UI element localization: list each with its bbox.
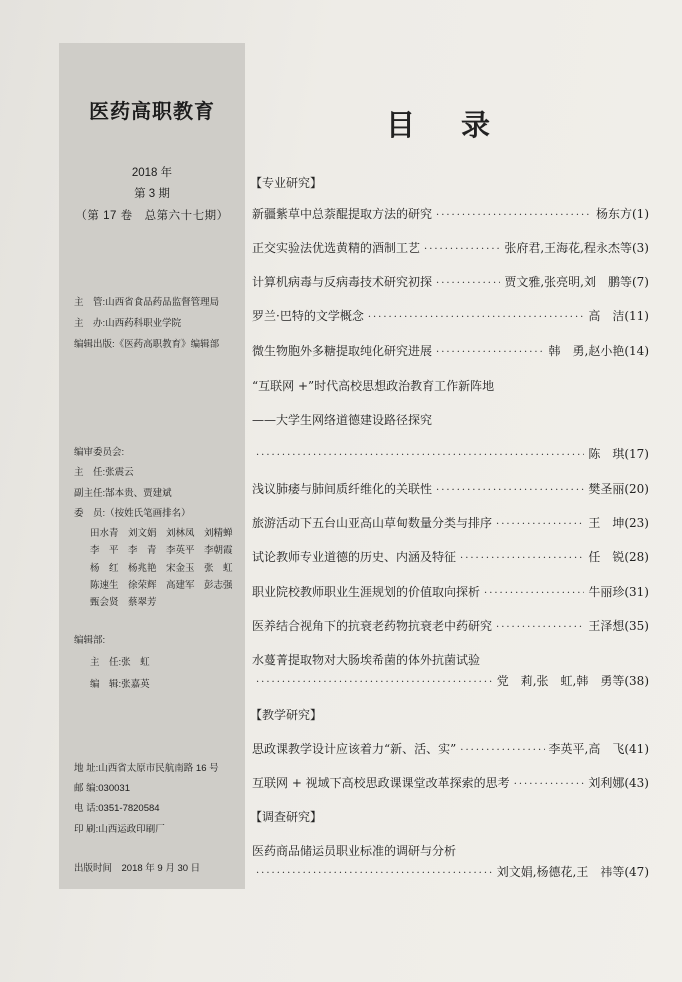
entry-title[interactable]: 医药商品储运员职业标准的调研与分析 [252, 844, 457, 858]
entry-subtitle: ——大学生网络道德建设路径探究 [252, 413, 433, 427]
journal-title: 医药高职教育 [89, 99, 215, 123]
leader-dots [460, 553, 584, 564]
committee-members [90, 525, 240, 611]
leader-dots [436, 278, 500, 289]
entry-title[interactable]: 水蔓菁提取物对大肠埃希菌的体外抗菌试验 [252, 653, 481, 667]
leader-dots [256, 450, 584, 461]
leader-dots [514, 779, 585, 790]
editorial-editor: 编 辑:张嘉英 [90, 679, 150, 690]
leader-dots [496, 622, 584, 633]
entry-title[interactable]: “互联网 +”时代高校思想政治教育工作新阵地 [252, 379, 495, 393]
leader-dots [460, 745, 544, 756]
toc-entry[interactable] [252, 740, 649, 757]
leader-dots [424, 244, 500, 255]
section-teaching: 【教学研究】 [250, 708, 323, 722]
entry-title: 新疆紫草中总萘醌提取方法的研究 [252, 207, 433, 221]
entry-title: 正交实验法优选黄精的酒制工艺 [252, 241, 421, 255]
entry-title: 浅议肺痿与肺间质纤维化的关联性 [252, 482, 433, 496]
entry-authors: 陈 琪(17) [588, 447, 649, 461]
toc-entry[interactable] [252, 307, 649, 324]
toc-entry[interactable] [252, 342, 649, 359]
entry-title: 计算机病毒与反病毒技术研究初探 [252, 275, 433, 289]
section-professional: 【专业研究】 [250, 176, 323, 190]
sponsor-line: 主 管:山西省食品药品监督管理局 [74, 297, 220, 308]
postcode-line: 邮 编:030031 [74, 783, 130, 794]
entry-authors: 党 莉,张 虹,韩 勇等(38) [496, 674, 649, 688]
committee-director: 主 任:张震云 [74, 467, 134, 478]
entry-authors: 任 锐(28) [588, 550, 649, 564]
publisher-line: 编辑出版:《医药高职教育》编辑部 [74, 339, 220, 350]
toc-entry[interactable] [252, 514, 649, 531]
toc-entry[interactable] [252, 239, 649, 256]
section-survey: 【调查研究】 [250, 810, 323, 824]
committee-deputy: 副主任:郜本贵、贾建斌 [74, 488, 172, 499]
entry-title: 医养结合视角下的抗衰老药物抗衰老中药研究 [252, 619, 493, 633]
entry-title: 试论教师专业道德的历史、内涵及特征 [252, 550, 457, 564]
toc-entry[interactable] [252, 617, 649, 634]
toc-entry[interactable] [252, 583, 649, 600]
leader-dots [256, 677, 493, 688]
printer-line: 印 刷:山西运政印刷厂 [74, 824, 165, 835]
entry-authors: 牛丽珍(31) [588, 585, 649, 599]
committee-heading: 编审委员会: [74, 447, 125, 458]
issue-year: 2018 年 [131, 167, 173, 179]
issue-number: 第 3 期 [134, 188, 170, 200]
entry-authors: 贾文雅,张亮明,刘 鹏等(7) [504, 275, 649, 289]
toc-entry[interactable] [252, 672, 649, 689]
leader-dots [484, 588, 584, 599]
entry-title: 互联网 + 视域下高校思政课课堂改革探索的思考 [252, 776, 510, 790]
committee-member-row: 陈速生 徐荣辉 高建军 彭志强 [90, 579, 233, 591]
leader-dots [436, 210, 592, 221]
toc-entry[interactable] [252, 548, 649, 565]
editorial-heading: 编辑部: [74, 635, 106, 646]
entry-authors: 高 洁(11) [588, 309, 649, 323]
committee-member-row: 田水青 刘文娟 刘林凤 刘精蝉 [90, 528, 233, 539]
entry-authors: 张府君,王海花,程永杰等(3) [504, 241, 649, 255]
leader-dots [436, 347, 545, 358]
entry-authors: 王泽想(35) [588, 619, 649, 633]
committee-member-row: 杨 红 杨兆艳 宋金玉 张 虹 [90, 562, 233, 574]
toc-entry[interactable] [252, 774, 649, 791]
entry-authors: 樊圣丽(20) [588, 482, 649, 496]
entry-title: 职业院校教师职业生涯规划的价值取向探析 [252, 585, 481, 599]
entry-authors: 王 坤(23) [588, 516, 649, 530]
address-line: 地 址:山西省太原市民航南路 16 号 [74, 763, 219, 774]
toc-entry[interactable] [252, 273, 649, 290]
volume-info: （第 17 卷 总第六十七期） [75, 210, 229, 222]
committee-members-label: 委 员:（按姓氏笔画排名） [74, 508, 191, 519]
committee-member-row: 李 平 李 青 李英平 李朝霞 [90, 545, 233, 557]
toc-entry[interactable] [252, 445, 649, 462]
entry-title: 微生物胞外多糖提取纯化研究进展 [252, 344, 433, 358]
entry-title: 罗兰·巴特的文学概念 [252, 309, 364, 323]
leader-dots [496, 519, 584, 530]
committee-member-row: 甄会贤 蔡翠芳 [90, 597, 157, 609]
leader-dots [256, 868, 493, 879]
toc-title: 目录 [386, 108, 537, 142]
toc-entry[interactable] [252, 480, 649, 497]
entry-title: 旅游活动下五台山亚高山草甸数量分类与排序 [252, 516, 493, 530]
editorial-director: 主 任:张 虹 [90, 657, 150, 668]
masthead-sidebar [59, 43, 245, 889]
leader-dots [436, 485, 584, 496]
entry-authors: 韩 勇,赵小艳(14) [548, 344, 649, 358]
organizer-line: 主 办:山西药科职业学院 [74, 318, 182, 329]
entry-title: 思政课教学设计应该着力“新、活、实” [252, 742, 457, 756]
leader-dots [368, 312, 585, 323]
entry-authors: 刘利娜(43) [588, 776, 649, 790]
phone-line: 电 话:0351-7820584 [74, 803, 160, 814]
publication-date: 出版时间 2018 年 9 月 30 日 [74, 863, 201, 874]
entry-authors: 杨东方(1) [596, 207, 649, 221]
entry-authors: 刘文娟,杨德花,王 祎等(47) [496, 865, 649, 879]
toc-entry[interactable] [252, 863, 649, 880]
toc-entry[interactable] [252, 205, 649, 222]
entry-authors: 李英平,高 飞(41) [548, 742, 649, 756]
